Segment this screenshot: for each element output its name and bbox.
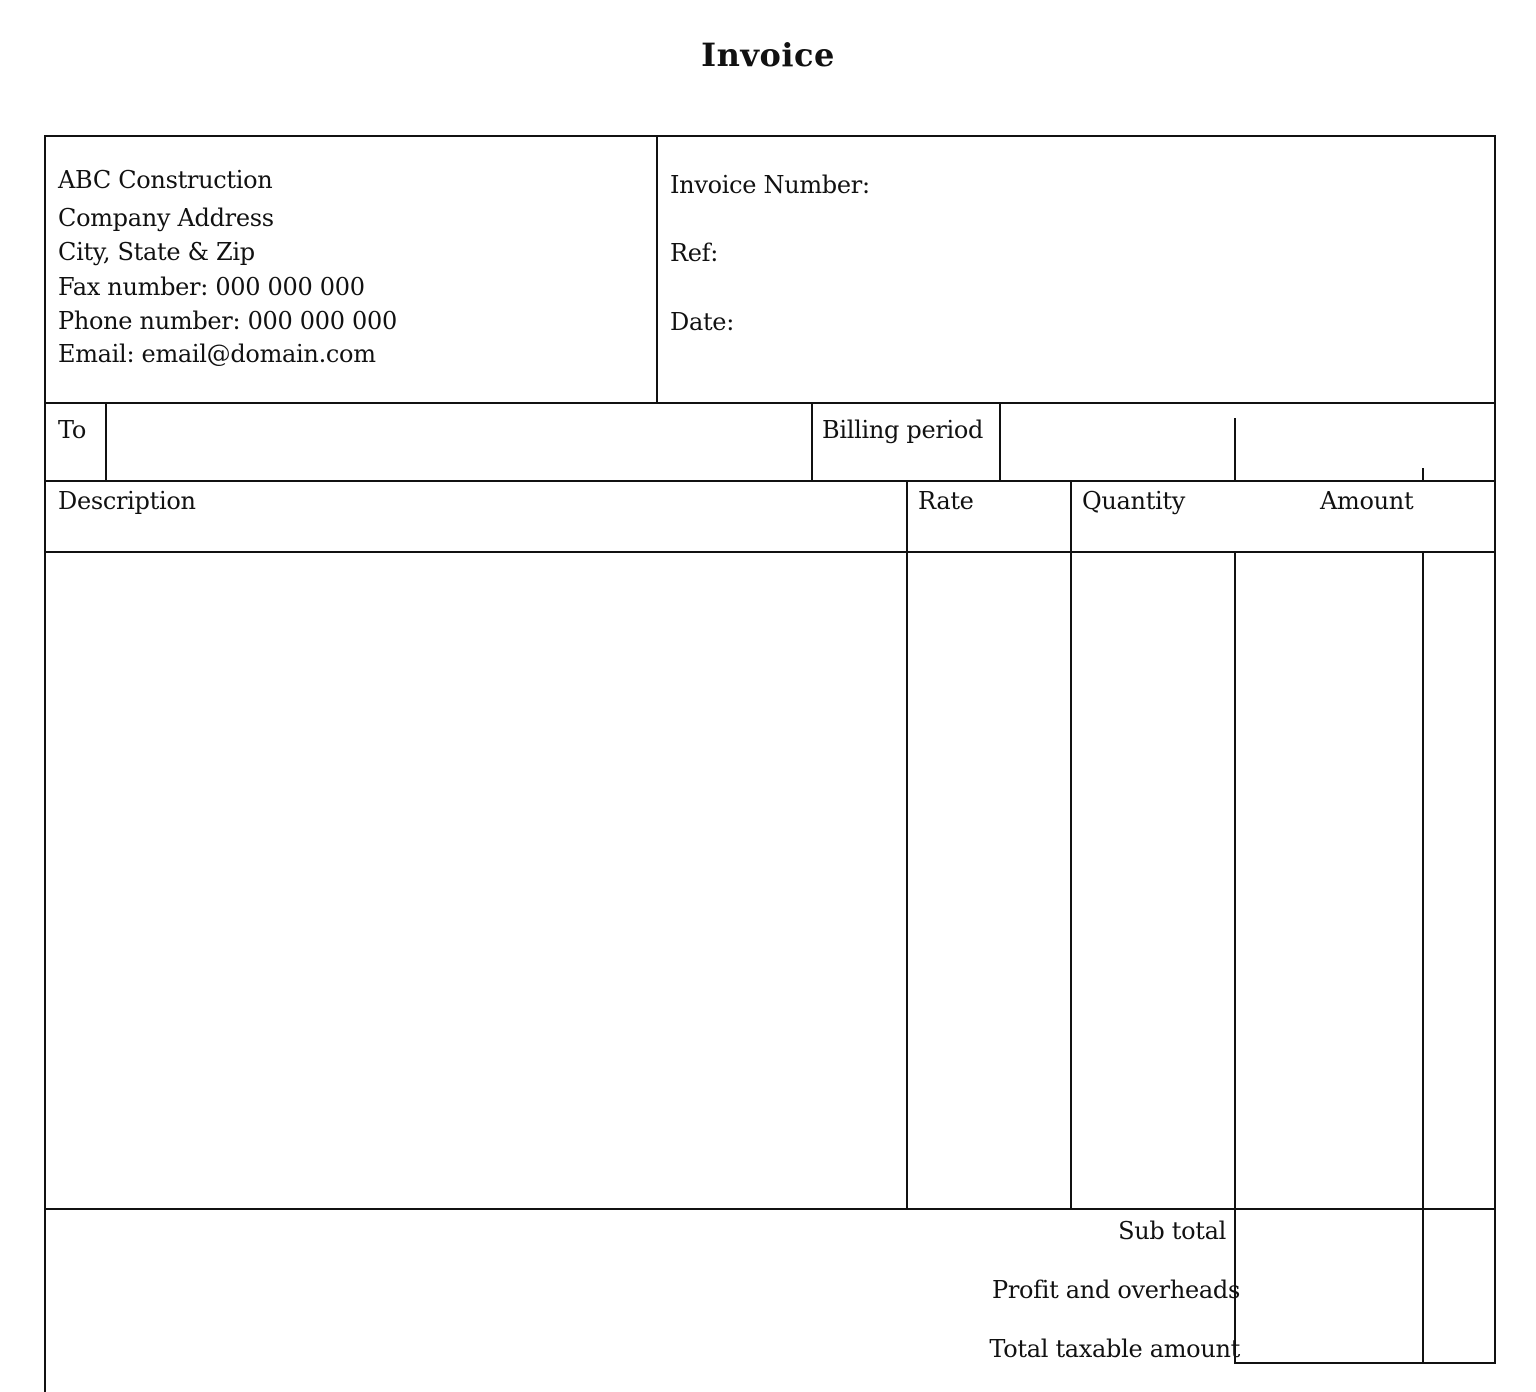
company-fax: Fax number: 000 000 000 [58, 273, 365, 301]
header-description: Description [58, 487, 196, 515]
ref-label: Ref: [670, 239, 719, 267]
company-email: Email: email@domain.com [58, 340, 376, 368]
header-rate: Rate [918, 487, 974, 515]
billing-period-label: Billing period [822, 416, 984, 444]
company-name: ABC Construction [58, 166, 273, 194]
profit-overheads-label: Profit and overheads [992, 1276, 1240, 1304]
invoice-number-label: Invoice Number: [670, 171, 870, 199]
company-city-state-zip: City, State & Zip [58, 238, 255, 266]
company-phone: Phone number: 000 000 000 [58, 307, 397, 335]
date-label: Date: [670, 308, 734, 336]
header-quantity: Quantity [1082, 487, 1186, 515]
total-taxable-label: Total taxable amount [989, 1335, 1240, 1363]
to-label: To [58, 416, 86, 444]
page-title: Invoice [701, 36, 835, 74]
header-amount: Amount [1320, 487, 1414, 515]
subtotal-label: Sub total [1118, 1217, 1226, 1245]
company-address: Company Address [58, 204, 274, 232]
